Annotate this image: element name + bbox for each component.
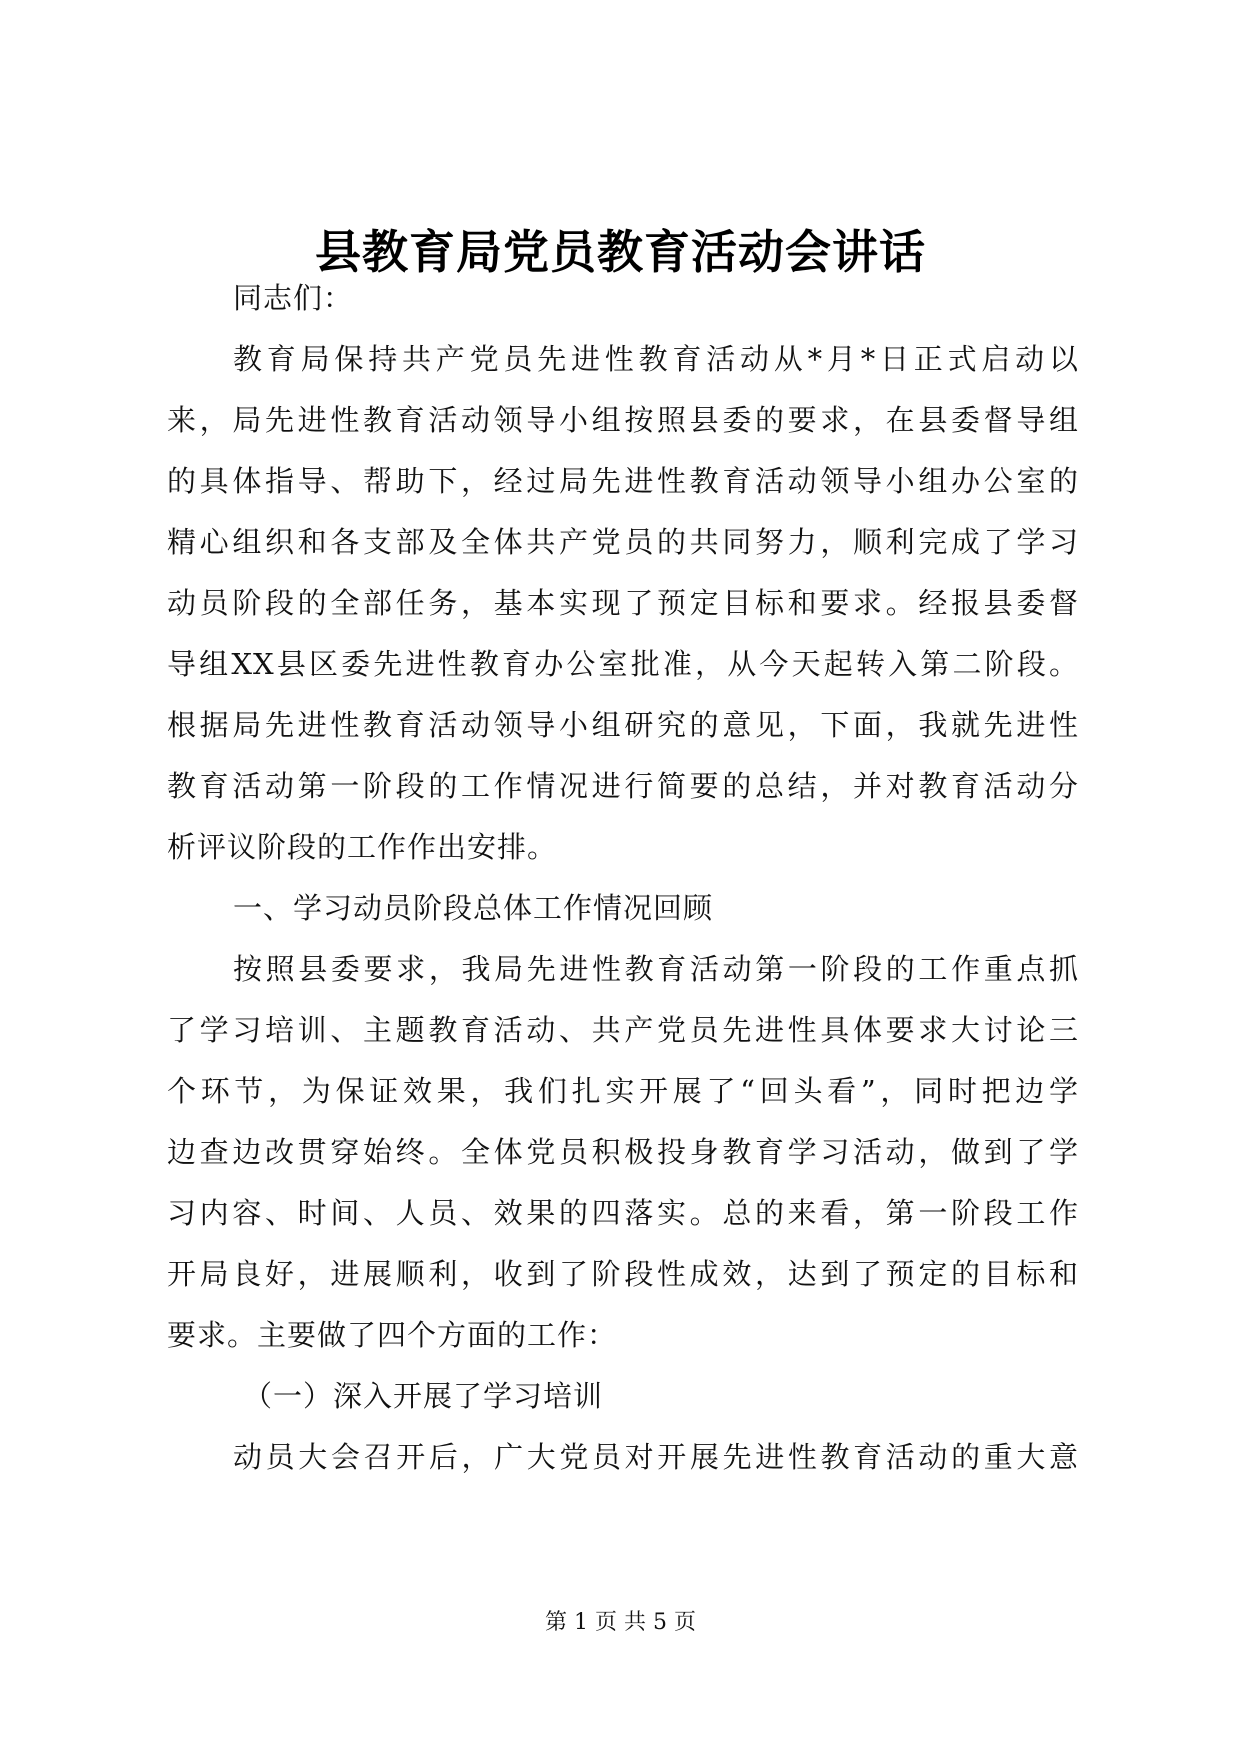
paragraph-line: 按照县委要求，我局先进性教育活动第一阶段的工作重点抓 xyxy=(233,952,1079,986)
document-title: 县教育局党员教育活动会讲话 xyxy=(315,225,926,279)
paragraph-line: 教育活动第一阶段的工作情况进行简要的总结，并对教育活动分 xyxy=(167,769,1079,803)
paragraph-line: 动员大会召开后，广大党员对开展先进性教育活动的重大意 xyxy=(233,1440,1079,1474)
paragraph-line: 来，局先进性教育活动领导小组按照县委的要求，在县委督导组 xyxy=(167,403,1079,437)
paragraph-line: 要求。主要做了四个方面的工作： xyxy=(167,1318,618,1352)
section-heading: 一、学习动员阶段总体工作情况回顾 xyxy=(233,891,714,925)
subsection-heading: （一）深入开展了学习培训 xyxy=(243,1379,604,1413)
paragraph-line: 动员阶段的全部任务，基本实现了预定目标和要求。经报县委督 xyxy=(167,586,1079,620)
paragraph-line: 教育局保持共产党员先进性教育活动从*月*日正式启动以 xyxy=(233,342,1079,376)
paragraph-line: 精心组织和各支部及全体共产党员的共同努力，顺利完成了学习 xyxy=(167,525,1079,559)
page-number-footer: 第 1 页 共 5 页 xyxy=(545,1610,696,1635)
salutation-line: 同志们： xyxy=(233,281,354,315)
paragraph-line: 习内容、时间、人员、效果的四落实。总的来看，第一阶段工作 xyxy=(167,1196,1079,1230)
paragraph-line: 开局良好，进展顺利，收到了阶段性成效，达到了预定的目标和 xyxy=(167,1257,1079,1291)
document-body xyxy=(167,268,1079,1488)
paragraph-line: 析评议阶段的工作作出安排。 xyxy=(167,830,558,864)
paragraph-line: 根据局先进性教育活动领导小组研究的意见，下面，我就先进性 xyxy=(167,708,1079,742)
paragraph-line: 个环节，为保证效果，我们扎实开展了“回头看”，同时把边学 xyxy=(167,1074,1079,1108)
paragraph-line: 的具体指导、帮助下，经过局先进性教育活动领导小组办公室的 xyxy=(167,464,1079,498)
paragraph-line: 边查边改贯穿始终。全体党员积极投身教育学习活动，做到了学 xyxy=(167,1135,1079,1169)
paragraph-line: 导组XX县区委先进性教育办公室批准，从今天起转入第二阶段。 xyxy=(167,647,1079,681)
paragraph-line: 了学习培训、主题教育活动、共产党员先进性具体要求大讨论三 xyxy=(167,1013,1079,1047)
